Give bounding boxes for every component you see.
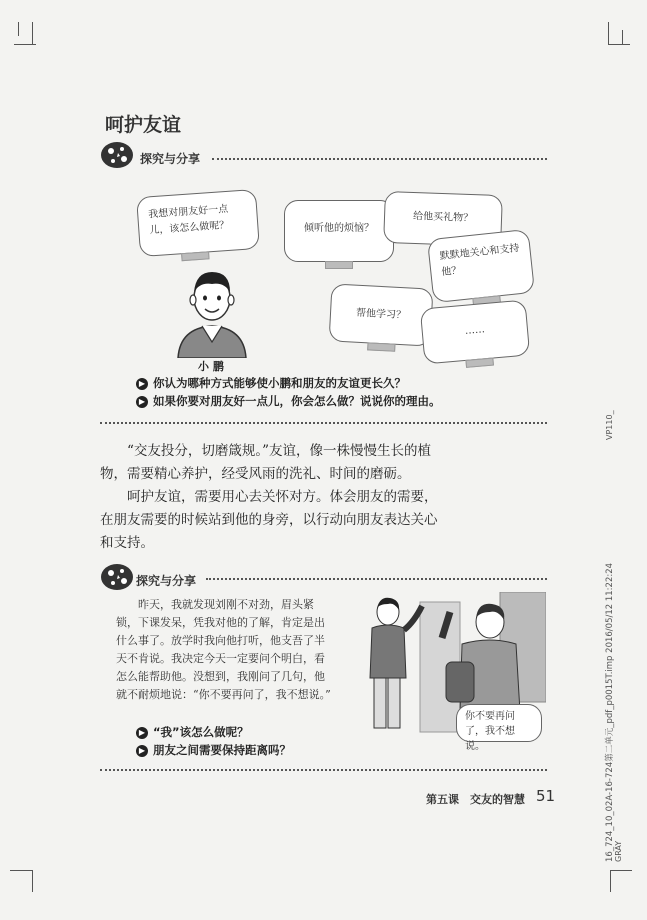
explore-label: 探究与分享 [136, 574, 197, 588]
arrow-right-icon: ▶ [136, 396, 148, 408]
speech-bubble [456, 704, 542, 752]
dotted-rule [100, 422, 547, 424]
boy-illustration [172, 262, 252, 358]
arrow-right-icon: ▶ [136, 378, 148, 390]
crop-mark [608, 22, 609, 44]
thought-bubble [284, 200, 394, 262]
margin-file-info: 16_724_10_02A-16-724第二单元_pdf_p0015T.imp 2016/05/12 11:22:24 [605, 562, 615, 862]
bubble-text: 帮他学习？ [355, 307, 407, 322]
dotted-rule [206, 578, 547, 580]
arrow-right-icon: ▶ [136, 727, 148, 739]
crop-mark [10, 870, 32, 871]
thought-bubble [427, 229, 535, 303]
bubble-tab [465, 358, 494, 368]
body-paragraph: “交友投分，切磨箴规。”友谊，像一株慢慢生长的植物，需要精心养护，经受风雨的洗礼、时间的磨砺。 [100, 443, 432, 482]
section-title: 呵护友谊 [105, 114, 182, 136]
crop-mark [32, 22, 33, 44]
crop-mark [18, 22, 19, 36]
question-text: 朋友之间需要保持距离吗？ [153, 743, 291, 757]
crop-mark [608, 44, 630, 45]
question-text: 你认为哪种方式能够使小鹏和朋友的友谊更长久？ [153, 376, 406, 390]
crop-mark [622, 30, 623, 44]
crop-mark [14, 44, 36, 45]
speech-text: 你不要再问了，我不想说。 [465, 711, 515, 752]
page-number: 51 [536, 787, 556, 805]
bubble-text: 默默地关心和支持他？ [439, 242, 520, 279]
body-paragraph: 呵护友谊，需要用心去关怀对方。体会朋友的需要，在朋友需要的时候站到他的身旁，以行动向朋友表达关心和支持。 [100, 489, 438, 551]
question-text: “我”该怎么做呢？ [153, 725, 249, 739]
question-text: 如果你要对朋友好一点儿，你会怎么做？说说你的理由。 [153, 394, 441, 408]
character-name: 小 鹏 [198, 360, 224, 373]
thought-bubble [420, 299, 530, 364]
story-text: 昨天，我就发现刘刚不对劲，眉头紧锁，下课发呆，凭我对他的了解，肯定是出什么事了。放学时我向他打听，他支吾了半天不肯说。我决定今天一定要问个明白，看怎么能帮助他。没想到，我刚问了几句，他就不耐烦地说：“你不要再问了，我不想说。” [116, 598, 331, 701]
thought-bubble [329, 283, 434, 346]
question-item [136, 375, 406, 391]
arrow-right-icon: ▶ [136, 745, 148, 757]
crop-mark [610, 870, 611, 892]
bubble-tab [181, 251, 209, 261]
bubble-text: 给他买礼物？ [412, 210, 474, 225]
crop-mark [610, 870, 632, 871]
bubble-text: 我想对朋友好一点儿，该怎么做呢？ [147, 203, 230, 237]
bubble-tab [325, 261, 353, 269]
dotted-rule [212, 158, 547, 160]
question-item [136, 393, 441, 409]
question-item [136, 724, 249, 740]
explore-badge-icon [100, 562, 134, 592]
explore-label: 探究与分享 [140, 152, 201, 166]
question-item [136, 742, 291, 758]
chapter-title: 第五课 交友的智慧 [426, 793, 525, 806]
crop-mark [32, 870, 33, 892]
bubble-text: …… [464, 324, 486, 337]
thought-bubble [136, 189, 260, 257]
explore-badge-icon [100, 140, 134, 170]
bubble-tab [367, 342, 395, 351]
margin-code: VP110_ [605, 410, 614, 440]
margin-gray: GRAY [614, 840, 623, 862]
dotted-rule [100, 769, 547, 771]
bubble-text: 倾听他的烦恼？ [304, 223, 374, 234]
